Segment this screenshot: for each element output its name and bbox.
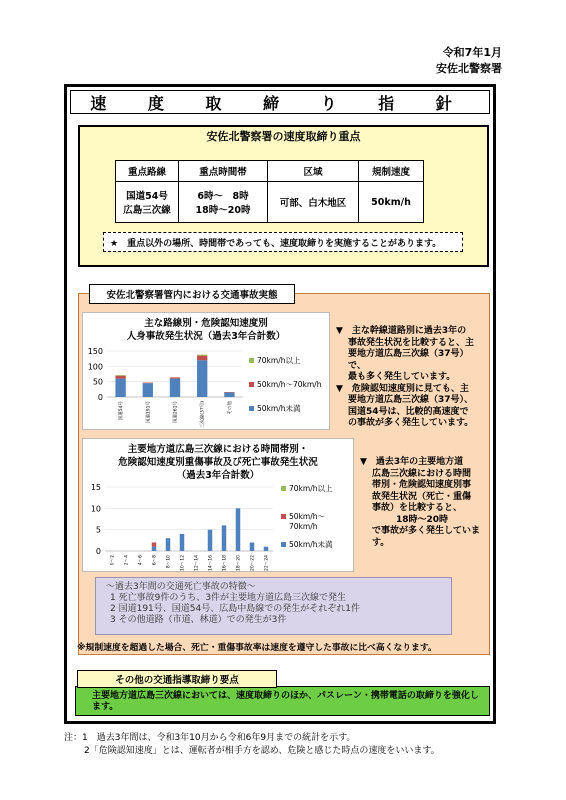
fatal-accident-box: [95, 577, 452, 635]
x-tick-label: 20～22: [250, 555, 256, 571]
x-tick-label: 国道54号: [119, 401, 125, 421]
x-tick-label: 12～14: [194, 555, 200, 571]
bar: [143, 383, 153, 384]
footnote: 2「危険認知速度」とは、運転者が相手方を認め、危険と感じた時点の速度をいいます。: [84, 746, 440, 756]
bar: [224, 392, 234, 397]
x-tick-label: その他: [227, 401, 233, 415]
priority-note: ★ 重点以外の場所、時間帯であっても、速度取締りを実施することがあります。: [103, 232, 463, 252]
fatal-heading: ～過去3年間の交通死亡事故の特徴～: [106, 582, 256, 592]
commentary-line: の事故が多く発生しています。: [348, 418, 474, 428]
speeding-note: ※規制速度を超過した場合、死亡・重傷事故率は速度を遵守した事故に比べ高くなります。: [77, 643, 437, 653]
bar: [115, 376, 125, 379]
limit-cell: 50km/h: [359, 182, 424, 223]
issue-date: 令和7年1月: [442, 46, 502, 59]
bar: [115, 375, 125, 376]
y-tick-label: 150: [87, 347, 103, 356]
route-cell: [116, 182, 179, 223]
priority-heading: 安佐北警察署の速度取締り重点: [206, 130, 361, 143]
chart2-title-line: 主要地方道広島三次線における時間帯別・: [127, 444, 309, 455]
fatal-item: 3 その他道路（市道、林道）での発生が3件: [110, 615, 287, 625]
bar: [152, 542, 156, 546]
priority-table: [115, 160, 424, 223]
bar: [197, 356, 207, 361]
legend-swatch: [281, 514, 286, 519]
time-line: 18時～20時: [195, 205, 251, 216]
bar: [152, 547, 156, 551]
legend-label: 70km/h以上: [289, 484, 333, 493]
other-line: 主要地方道広島三次線においては、速度取締りのほか、パスレーン・携帯電話の取締りを強化し: [92, 691, 479, 701]
bar: [170, 379, 180, 397]
col-header: 規制速度: [359, 161, 424, 182]
x-tick-label: 三次線(37号): [200, 401, 206, 429]
page-title: 速 度 取 締 り 指 針: [70, 90, 490, 114]
y-tick-label: 0: [95, 547, 101, 556]
legend-swatch: [281, 486, 286, 491]
y-tick-label: 5: [95, 525, 101, 535]
y-tick-label: 15: [90, 483, 101, 492]
bar: [264, 547, 268, 551]
commentary-line: 国道54号は、比較的高速度で: [348, 406, 469, 417]
commentary-line: ▼ 過去3年の主要地方道: [360, 457, 464, 467]
commentary-line: で事故が多く発生していま: [372, 526, 481, 536]
x-tick-label: 22～24: [264, 555, 270, 571]
bar: [170, 377, 180, 378]
bar: [197, 355, 207, 356]
issuing-office: 安佐北警察署: [436, 62, 502, 75]
col-header: 重点路線: [116, 161, 179, 182]
fatal-item: 1 死亡事故9件のうち、3件が主要地方道広島三次線で発生: [110, 593, 347, 603]
commentary-line: 事故発生状況を比較すると、主: [348, 337, 475, 348]
x-tick-label: 8～10: [166, 555, 172, 569]
legend-label: 50km/h未満: [289, 540, 333, 549]
chart1-title: [83, 317, 329, 343]
legend-swatch: [249, 358, 254, 363]
bar: [250, 542, 254, 551]
chart1-title-line: 主な路線別・危険認知速度別: [144, 318, 268, 329]
chart2-title-line: 危険認知速度別重傷事故及び死亡事故発生状況: [118, 457, 318, 468]
bar: [197, 360, 207, 397]
y-tick-label: 50: [92, 377, 103, 387]
priority-table-header: [116, 161, 424, 182]
other-line: ます。: [92, 702, 119, 712]
chart2-svg: [83, 483, 355, 573]
accident-section-label: 安佐北警察署管内における交通事故実態: [89, 284, 295, 304]
bar: [143, 383, 153, 397]
route-line: 広島三次線: [123, 205, 171, 216]
commentary-line: 事故）を比較すると、: [372, 503, 463, 513]
y-tick-label: 100: [87, 362, 103, 372]
table-row: [116, 182, 424, 223]
y-tick-label: 10: [90, 504, 101, 514]
commentary-line: 18時～20時: [396, 514, 449, 525]
fatal-item: 2 国道191号、国道54号、広島中島線での発生がそれぞれ1件: [110, 604, 360, 614]
legend-swatch: [281, 542, 286, 547]
time-line: 6時～ 8時: [197, 191, 249, 202]
time-cell: [179, 182, 268, 223]
x-tick-label: 国道191号: [146, 401, 152, 424]
legend-label: 50km/h～70km/h: [257, 380, 322, 389]
col-header: 区域: [268, 161, 359, 182]
legend-label: 50km/h～: [289, 512, 325, 521]
commentary-line: 最も多く発生しています。: [348, 372, 456, 382]
x-tick-label: 14～16: [208, 555, 214, 571]
x-tick-label: 0～2: [110, 555, 116, 566]
x-tick-label: 2～4: [124, 555, 130, 566]
x-tick-label: 4～6: [138, 555, 144, 566]
commentary-line: す。: [372, 537, 390, 548]
legend-label: 50km/h未満: [257, 404, 301, 413]
legend-label: 70km/h以上: [257, 356, 301, 365]
legend-swatch: [249, 382, 254, 387]
x-tick-label: 10～12: [180, 555, 186, 571]
chart1-box: [82, 312, 330, 430]
chart2-commentary: [360, 457, 488, 549]
x-tick-label: 6～8: [152, 555, 158, 566]
commentary-line: 故発生状況（死亡・重傷: [372, 491, 472, 502]
chart2-box: [82, 438, 354, 572]
commentary-line: 帯別・危険認知速度別事: [372, 480, 472, 490]
commentary-line: 広島三次線における時間: [372, 468, 472, 479]
bar: [236, 508, 240, 551]
bar: [180, 534, 184, 551]
chart2-title: [83, 443, 353, 482]
bar: [224, 392, 234, 393]
x-tick-label: 国道261号: [173, 401, 179, 424]
col-header: 重点時間帯: [179, 161, 268, 182]
footnote: 注：1 過去3年間は、令和3年10月から令和6年9月までの統計を示す。: [64, 733, 356, 743]
chart1-commentary: [336, 326, 486, 430]
chart1-title-line: 人身事故発生状況（過去3年合計数）: [126, 331, 286, 342]
commentary-line: ▼ 主な幹線道路別に過去3年の: [336, 326, 467, 336]
other-enforcement-label: その他の交通指導取締り要点: [77, 670, 277, 688]
commentary-line: 要地方道広島三次線（37号）で、: [348, 349, 469, 371]
legend-label: 70km/h: [289, 522, 318, 531]
x-tick-label: 16～18: [222, 555, 228, 571]
bar: [115, 379, 125, 397]
chart1-svg: [83, 345, 331, 431]
bar: [166, 538, 170, 551]
x-tick-label: 18～20: [236, 555, 242, 571]
bar: [208, 530, 212, 551]
commentary-line: 要地方道広島三次線（37号）、: [348, 395, 474, 405]
legend-swatch: [249, 406, 254, 411]
other-enforcement-box: [75, 686, 490, 716]
chart2-title-line: （過去3年合計数）: [176, 470, 260, 481]
area-cell: 可部、白木地区: [268, 182, 359, 223]
commentary-line: ▼ 危険認知速度別に見ても、主: [336, 383, 469, 394]
bar: [222, 525, 226, 551]
y-tick-label: 0: [97, 393, 103, 402]
route-line: 国道54号: [126, 191, 168, 202]
